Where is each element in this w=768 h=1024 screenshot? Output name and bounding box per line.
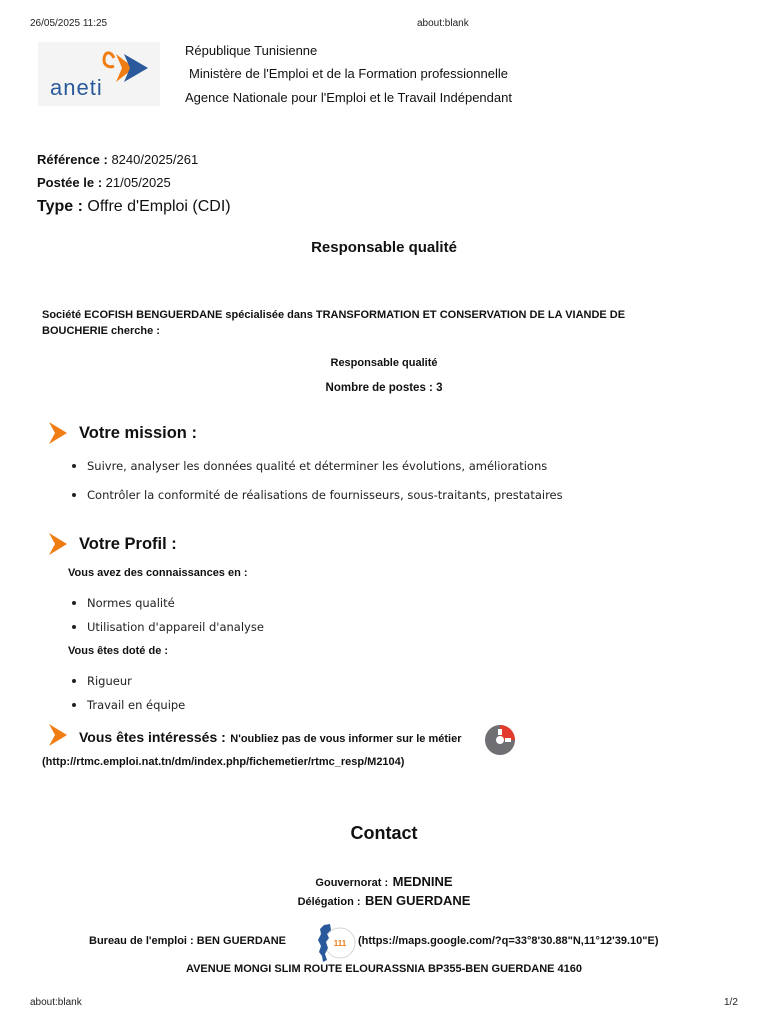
- contact-title: Contact: [350, 823, 418, 843]
- gouvernorat-line: [0, 873, 768, 891]
- position-name: Responsable qualité: [330, 357, 438, 369]
- tunisia-map-icon[interactable]: [314, 922, 356, 964]
- profile-title: Votre Profil :: [79, 535, 177, 553]
- interested-line: [79, 729, 462, 747]
- address: AVENUE MONGI SLIM ROUTE ELOURASSNIA BP355-BEN GUERDANE 4160: [185, 963, 583, 975]
- reference-label: Référence :: [37, 152, 108, 167]
- map-badge-text: 111: [333, 939, 347, 948]
- company-line-2: BOUCHERIE cherche :: [42, 325, 160, 337]
- bullet-dot: [72, 703, 76, 707]
- type-label: Type :: [37, 198, 83, 215]
- posted-line: [37, 175, 171, 190]
- bullet-dot: [72, 679, 76, 683]
- metier-link[interactable]: (http://rtmc.emploi.nat.tn/dm/index.php/fichemetier/rtmc_resp/M2104): [42, 756, 405, 768]
- delegation-line: [0, 892, 768, 910]
- print-page-number: 1/2: [724, 997, 738, 1008]
- mission-item-text: Contrôler la conformité de réalisations de fournisseurs, sous-traitants, prestataires: [87, 488, 563, 502]
- posted-label: Postée le :: [37, 175, 103, 190]
- bullet-dot: [72, 601, 76, 605]
- delegation-value: BEN GUERDANE: [364, 893, 471, 908]
- job-title: Responsable qualité: [311, 239, 457, 256]
- mission-item-text: Suivre, analyser les données qualité et déterminer les évolutions, améliorations: [87, 459, 548, 473]
- delegation-label: Délégation :: [297, 896, 361, 908]
- maps-link[interactable]: (https://maps.google.com/?q=33°8'30.88"N,11°12'39.10"E): [358, 935, 659, 947]
- gouvernorat-label: Gouvernorat :: [315, 877, 389, 889]
- aneti-logo-text: aneti: [50, 75, 103, 100]
- knowledge-label: Vous avez des connaissances en :: [68, 567, 248, 579]
- interested-title: Vous êtes intéressés :: [79, 729, 226, 745]
- mission-item: [72, 488, 563, 502]
- knowledge-item-text: Utilisation d'appareil d'analyse: [87, 620, 264, 634]
- gouvernorat-value: MEDNINE: [392, 874, 453, 889]
- type-line: [37, 198, 231, 216]
- knowledge-item: [72, 596, 175, 610]
- bureau-line: [89, 935, 286, 947]
- quality-item-text: Rigueur: [87, 674, 132, 688]
- print-page-url: about:blank: [417, 18, 469, 29]
- posted-value: 21/05/2025: [105, 175, 171, 190]
- reference-value: 8240/2025/261: [111, 152, 199, 167]
- profile-arrow-icon: [49, 533, 67, 555]
- aneti-logo-graphic: [38, 42, 160, 106]
- header-republic: République Tunisienne: [185, 43, 318, 58]
- knowledge-item-text: Normes qualité: [87, 596, 175, 610]
- interested-arrow-icon: [49, 724, 67, 746]
- mission-item: [72, 459, 547, 473]
- positions-count: Nombre de postes : 3: [325, 382, 443, 394]
- bullet-dot: [72, 464, 76, 468]
- header-agency: Agence Nationale pour l'Emploi et le Travail Indépendant: [185, 90, 512, 105]
- interested-text: N'oubliez pas de vous informer sur le métier: [230, 733, 462, 745]
- quality-item: [72, 698, 185, 712]
- aneti-logo: [38, 42, 160, 106]
- type-value: Offre d'Emploi (CDI): [87, 198, 231, 215]
- print-footer-url: about:blank: [30, 997, 82, 1008]
- qualities-label: Vous êtes doté de :: [68, 645, 169, 657]
- knowledge-item: [72, 620, 264, 634]
- mission-arrow-icon: [49, 422, 67, 444]
- bureau-value: BEN GUERDANE: [196, 935, 286, 947]
- company-line-1: Société ECOFISH BENGUERDANE spécialisée dans TRANSFORMATION ET CONSERVATION DE LA VIANDE DE: [42, 309, 626, 321]
- quality-item: [72, 674, 132, 688]
- print-datetime: 26/05/2025 11:25: [30, 18, 108, 29]
- quality-item-text: Travail en équipe: [87, 698, 186, 712]
- reference-line: [37, 152, 198, 167]
- bullet-dot: [72, 493, 76, 497]
- mission-title: Votre mission :: [79, 424, 197, 442]
- puzzle-icon[interactable]: [484, 724, 516, 756]
- bullet-dot: [72, 625, 76, 629]
- bureau-label: Bureau de l'emploi :: [89, 935, 194, 947]
- header-ministry: Ministère de l'Emploi et de la Formation professionnelle: [189, 66, 508, 81]
